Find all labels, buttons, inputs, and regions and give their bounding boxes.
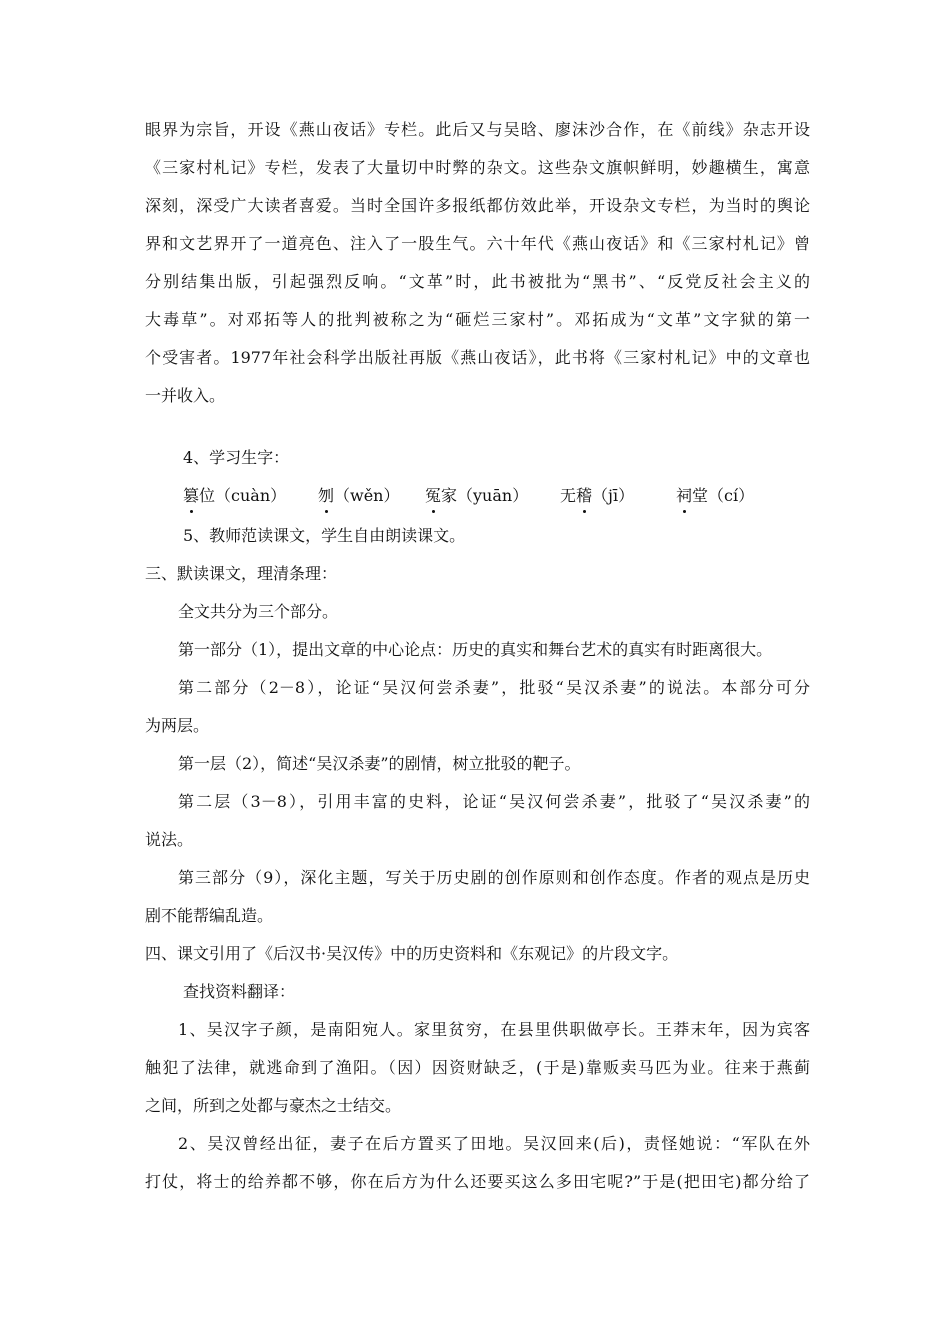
paragraph-line: 说法。: [145, 830, 194, 849]
paragraph-line: 触犯了法律，就逃命到了渔阳。（因）因资财缺乏，(于是)靠贩卖马匹为业。往来于燕蓟: [145, 1058, 810, 1077]
paragraph-line: 打仗，将士的给养都不够，你在后方为什么还要买这么多田宅呢?”于是(把田宅)都分给了: [145, 1172, 810, 1191]
paragraph-line: 第一层（2），简述“吴汉杀妻”的剧情，树立批驳的靶子。: [178, 754, 581, 773]
dotted-char: 篡: [183, 484, 199, 508]
paragraph-line: 个受害者。1977年社会科学出版社再版《燕山夜话》，此书将《三家村札记》中的文章也: [145, 348, 810, 367]
paragraph-line: 查找资料翻译：: [183, 982, 296, 1001]
vocab-rest: （jī）: [592, 486, 635, 505]
paragraph-line: 1、吴汉字子颜，是南阳宛人。家里贫穷，在县里供职做亭长。王莽末年，因为宾客: [178, 1020, 810, 1039]
vocab-item: [183, 484, 286, 508]
paragraph-line: 一并收入。: [145, 386, 226, 405]
dotted-char: 刎: [318, 484, 334, 508]
paragraph-line: 界和文艺界开了一道亮色、注入了一股生气。六十年代《燕山夜话》和《三家村札记》曾: [145, 234, 810, 253]
paragraph-line: 剧不能帮编乱造。: [145, 906, 274, 925]
paragraph-line: 2、吴汉曾经出征，妻子在后方置买了田地。吴汉回来(后)，责怪她说：“军队在外: [178, 1134, 810, 1153]
section-3-heading: 三、默读课文，理清条理：: [145, 564, 338, 583]
vocab-rest: 位（cuàn）: [199, 486, 287, 505]
vocab-prefix: 无: [560, 486, 577, 505]
paragraph-line: 大毒草”。对邓拓等人的批判被称之为“砸烂三家村”。邓拓成为“文革”文字狱的第一: [145, 310, 810, 329]
item-4-heading: 4、学习生字：: [183, 448, 290, 467]
vocab-item: [425, 484, 528, 508]
dotted-char: 祠: [676, 484, 692, 508]
vocab-rest: 家（yuān）: [441, 486, 529, 505]
paragraph-line: 眼界为宗旨，开设《燕山夜话》专栏。此后又与吴晗、廖沫沙合作，在《前线》杂志开设: [145, 120, 810, 139]
paragraph-line: 深刻，深受广大读者喜爱。当时全国许多报纸都仿效此举，开设杂文专栏，为当时的舆论: [145, 196, 810, 215]
paragraph-line: 之间，所到之处都与豪杰之士结交。: [145, 1096, 402, 1115]
vocab-rest: （wěn）: [334, 486, 400, 505]
section-4-heading: 四、课文引用了《后汉书·吴汉传》中的历史资料和《东观记》的片段文字。: [145, 944, 679, 963]
paragraph-line: 第二部分（2－8），论证“吴汉何尝杀妻”，批驳“吴汉杀妻”的说法。本部分可分: [178, 678, 810, 697]
paragraph-line: 第二层（3－8），引用丰富的史料，论证“吴汉何尝杀妻”，批驳了“吴汉杀妻”的: [178, 792, 810, 811]
paragraph-line: 分别结集出版，引起强烈反响。“文革”时，此书被批为“黑书”、“反党反社会主义的: [145, 272, 810, 291]
paragraph-line: 第一部分（1），提出文章的中心论点：历史的真实和舞台艺术的真实有时距离很大。: [178, 640, 773, 659]
vocab-rest: 堂（cí）: [692, 486, 755, 505]
paragraph-line: 为两层。: [145, 716, 210, 735]
dotted-char: 冤: [425, 484, 441, 508]
vocab-item: [560, 484, 634, 508]
item-5: 5、教师范读课文，学生自由朗读课文。: [183, 526, 466, 545]
vocab-item: [318, 484, 400, 508]
vocab-item: [676, 484, 754, 508]
dotted-char: 稽: [576, 484, 592, 508]
paragraph-line: 第三部分（9），深化主题，写关于历史剧的创作原则和创作态度。作者的观点是历史: [178, 868, 810, 887]
paragraph-line: 全文共分为三个部分。: [178, 602, 339, 621]
paragraph-line: 《三家村札记》专栏，发表了大量切中时弊的杂文。这些杂文旗帜鲜明，妙趣横生，寓意: [145, 158, 810, 177]
